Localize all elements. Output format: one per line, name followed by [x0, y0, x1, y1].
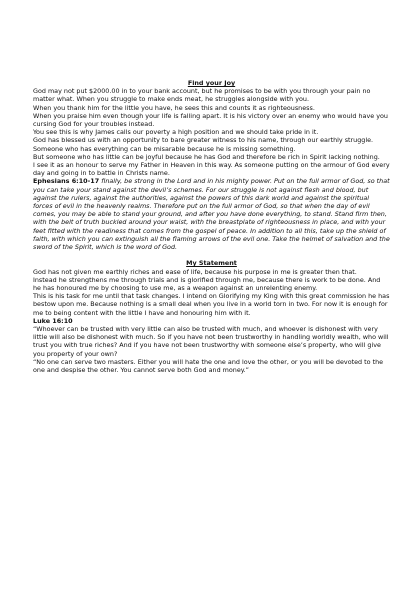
paragraph: When you thank him for the little you have, he sees this and counts it as righteousness. [33, 103, 315, 112]
paragraph: You see this is why James calls our poverty a high position and we should take pride in it. [33, 128, 319, 137]
paragraph: This is his task for me until that task changes. I intend on Glorifying my King with this great commission he has bestow upon me. Because nothing is a small deal when you live in a world torn in two. For now it is enough for me to being content with the little I have and honouring him with it. [33, 292, 390, 317]
section-title-my-statement: My Statement [186, 259, 237, 268]
scripture-reference: Ephesians 6:10-17 [33, 177, 100, 186]
scripture-reference-luke: Luke 16:10 [33, 316, 73, 325]
paragraph: But someone who has little can be joyful because he has God and therefore be rich in Spirit lacking nothing. [33, 152, 380, 161]
blank-line [33, 251, 390, 259]
paragraph: I see it as an honour to serve my Father in Heaven in this way. As someone putting on the armour of God every day and going in to battle in Christs name. [33, 161, 390, 178]
paragraph: Someone who has everything can be misarable because he is missing something. [33, 144, 296, 153]
scripture-text: finally, be strong in the Lord and in his mighty power. Put on the full armor of God, so that you can take your stand against the devil’s schemes. For our struggle is not against flesh and blood, but against the rulers, against the authorities, against the powers of this dark world and against the spiritual forces of evil in the heavenly realms. Therefore put on the full armor of God, so that when the day of evil comes, you may be able to stand your ground, and after you have done everything, to stand. Stand firm then, with the belt of truth buckled around your waist, with the breastplate of righteousness in place, and with your feet fitted with the readiness that comes from the gospel of peace. In addition to all this, take up the shield of faith, with which you can extinguish all the flaming arrows of the evil one. Take the helmet of salvation and the sword of the Spirit, which is the word of God. [33, 177, 390, 252]
scripture-quote: “No one can serve two masters. Either you will hate the one and love the other, or you will be devoted to the one and despise the other. You cannot serve both God and money.” [33, 357, 384, 375]
scripture-quote: “Whoever can be trusted with very little can also be trusted with much, and whoever is dishonest with very little will also be dishonest with much. So if you have not been trustworthy in handling worldly wealth, who will trust you with true riches? And if you have not been trustworthy with someone else’s property, who will give you property of your own? [33, 325, 389, 358]
section-title-find-your-joy: Find your Joy [187, 79, 236, 87]
paragraph: When you praise him even though your life is falling apart. It is his victory over an enemy who would have you cursing God for your troubles instead. [33, 111, 388, 129]
paragraph: God has blessed us with an opportunity to bare greater witness to his name, through our earthly struggle. [33, 136, 374, 145]
paragraph: God may not put $2000.00 in to your bank account, but he promises to be with you through your pain no matter what. When you struggle to make ends meat, he struggles alongside with you. [33, 87, 371, 104]
paragraph: Instead he strengthens me through trials and is glorified through me, because there is work to be done. And he has honoured me by choosing to use me, as a weapon against an unrelenting enemy. [33, 275, 381, 293]
paragraph: God has not given me earthly riches and ease of life, because his purpose in me is greater then that. [33, 267, 357, 276]
scripture-passage-ephesians [33, 177, 390, 251]
